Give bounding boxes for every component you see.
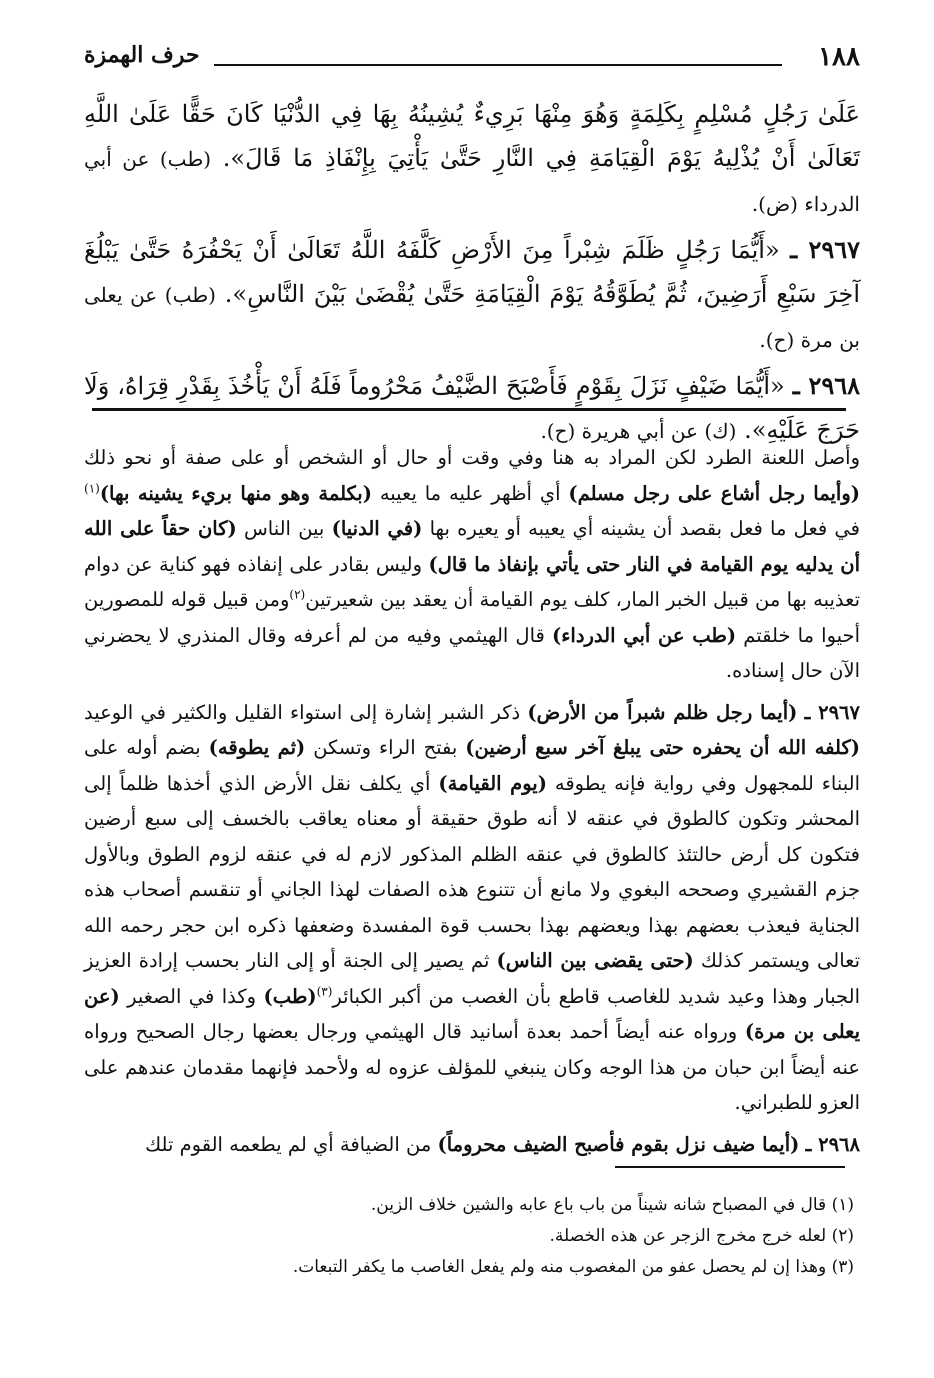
commentary-quote: (بكلمة وهو منها بريء يشينه بها): [99, 481, 372, 505]
commentary-quote: (عن يعلى بن مرة): [84, 984, 860, 1043]
commentary-text: ومن قبيل قوله للمصورين أحيوا ما خلقتم: [84, 588, 860, 647]
chapter-title: حرف الهمزة: [84, 42, 200, 68]
hadith-source: (طب) عن أبي الدرداء (ض).: [84, 147, 860, 216]
commentary-block: [84, 440, 860, 1168]
footnote-2: (٢) لعله خرج مخرج الزجر عن هذه الخصلة.: [549, 1226, 854, 1246]
hadith-2967: [84, 228, 860, 362]
footnote-1: (١) قال في المصباح شانه شيناً من باب باع عابه والشين خلاف الزين.: [370, 1195, 854, 1215]
commentary-quote: (حتى يقضى بين الناس): [496, 949, 694, 972]
header-rule: [214, 64, 782, 66]
commentary-text: أي يكلف نقل الأرض الذي أخذها ظلماً إلى المحشر وتكون كالطوق في عنقه لا أنه طوق حقيقة أو معناه يعاقب بالخسف إلى سبع أرضين فتكون كل أرض حالتئذ كالطوق في عنقه الظلم المذكور لازم له في عنقه لزوم الطوق وبالأول جزم القشيري وصححه البغوي ولا مانع أن تتنوع هذه الصفات لهذا الجاني أو تنقسم أصحاب هذه الجناية فيعذب بعضهم بهذا ويعضهم بهذا بحسب قوة المفسدة وضعفها ذكره ابن حجر رحمه الله تعالى ويستمر كذلك: [84, 771, 860, 972]
commentary-text: قال الهيثمي وفيه من لم أعرفه وقال المنذري لا يحضرني الآن حال إسناده.: [84, 623, 860, 682]
commentary-text: ثم يصير إلى الجنة أو إلى النار بحسب إرادة العزيز الجبار وهذا وعيد شديد للغاصب قاطع بأن الغصب من أكبر الكبائر: [84, 949, 860, 1008]
hadith-source: (ك) عن أبي هريرة (ح).: [540, 419, 737, 443]
commentary-number: ٢٩٦٨ ـ: [805, 1132, 860, 1156]
hadith-source: (طب) عن يعلى بن مرة (ح).: [84, 283, 860, 352]
page-header: [84, 38, 860, 78]
commentary-text: ورواه عنه أيضاً أحمد بعدة أسانيد قال الهيثمي ورجال بعضها رجال الصحيح ورواه عنه أيضاً ابن حبان من هذا الوجه وكان ينبغي للمؤلف عزوه له ولأحمد فإنهما مقدمان عندهم على العزو للطبراني.: [84, 1020, 860, 1114]
page-number: ١٨٨: [818, 42, 860, 72]
commentary-text: بضم أوله على البناء للمجهول وفي رواية فإنه يطوقه: [84, 736, 860, 795]
footnote-ref[interactable]: (٢): [289, 587, 306, 602]
commentary-text: وأصل اللعنة الطرد لكن المراد به هنا وفي وقت أو حال أو الشخص أو على صفة أو نحو ذلك: [84, 446, 860, 469]
commentary-quote: (في الدنيا): [331, 517, 423, 540]
footnote-3: (٣) وهذا إن لم يحصل عفو من المغصوب منه ولم يفعل الغاصب ما يكفر التبعات.: [292, 1257, 854, 1277]
hadith-text: عَلَىٰ رَجُلٍ مُسْلِمٍ بِكَلِمَةٍ وَهُوَ مِنْهَا بَرِيءٌ يُشِينُهُ بِهَا فِي الدُّنْيَا كَانَ حَقًّا عَلَىٰ اللَّهِ تَعَالَىٰ أَنْ يُذْلِيهُ يَوْمَ الْقِيَامَةِ فِي النَّارِ حَتَّىٰ يَأْتِيَ بِإِنْفَاذِ مَا قَالَ».: [84, 100, 860, 172]
commentary-text: بين الناس: [236, 517, 332, 540]
commentary-quote: (يوم القيامة): [438, 771, 547, 795]
footnote-ref[interactable]: (٣): [316, 984, 333, 998]
commentary-paragraph: [84, 695, 860, 1121]
commentary-quote: (وأيما رجل أشاع على رجل مسلم): [568, 481, 860, 505]
hadith-continuation: [84, 92, 860, 226]
commentary-paragraph: [84, 1127, 860, 1163]
commentary-quote: (طب): [263, 984, 317, 1008]
footnotes: [84, 1190, 854, 1283]
commentary-text: ذكر الشبر إشارة إلى استواء القليل والكثير في الوعيد: [84, 700, 528, 724]
commentary-paragraph: [84, 440, 860, 689]
commentary-number: ٢٩٦٧ ـ: [804, 700, 860, 724]
commentary-quote: (طب عن أبي الدرداء): [552, 623, 737, 647]
commentary-text: وكذا في الصغير: [119, 984, 264, 1008]
hadith-text: «أَيُّمَا ضَيْفٍ نَزَلَ بِقَوْمٍ فَأَصْبَحَ الضَّيْفُ مَحْرُوماً فَلَهُ أَنْ يَأْخُذَ بِقَدْرِ قِرَاهُ، وَلَا حَرَجَ عَلَيْهِ».: [84, 372, 860, 444]
footnote-ref[interactable]: (١): [84, 481, 100, 495]
hadith-number: ٢٩٦٧ ـ: [790, 235, 860, 264]
commentary-text: بفتح الراء وتسكن: [305, 736, 466, 759]
hadith-text: «أَيُّمَا رَجُلٍ ظَلَمَ شِبْراً مِنَ الأَرْضِ كَلَّفَهُ اللَّهُ تَعَالَىٰ أَنْ يَحْفُرَهُ حَتَّىٰ يَبْلُغَ آخِرَ سَبْعِ أَرَضِينَ، ثُمَّ يُطَوَّقُهُ يَوْمَ الْقِيَامَةِ حَتَّىٰ يُقْضَىٰ بَيْنَ النَّاسِ».: [84, 236, 861, 308]
commentary-text: وليس بقادر على إنفاذه فهو كناية عن دوام تعذيبه بها من قبيل الخبر المار، كلف يوم القيامة أن يعقد بين شعيرتين: [84, 552, 860, 611]
commentary-text: من الضيافة أي لم يطعمه القوم تلك: [145, 1132, 438, 1156]
commentary-quote: (كان حقاً على الله أن يدليه يوم القيامة في النار حتى يأتي بإنفاذ ما قال): [84, 517, 860, 576]
commentary-text: أي أظهر عليه ما يعيبه: [371, 481, 569, 505]
commentary-quote: (أيما رجل ظلم شبراً من الأرض): [527, 700, 798, 724]
commentary-quote: (كلفه الله أن يحفره حتى يبلغ آخر سبع أرضين): [465, 736, 860, 759]
commentary-quote: (أيما ضيف نزل بقوم فأصبح الضيف محروماً): [437, 1132, 800, 1156]
hadith-block: [84, 92, 860, 455]
section-divider: [92, 408, 846, 411]
footnote-divider: [615, 1166, 845, 1168]
commentary-quote: (ثم يطوقه): [208, 736, 306, 759]
hadith-number: ٢٩٦٨ ـ: [792, 371, 860, 400]
commentary-text: في فعل ما فعل بقصد أن يشينه أي يعيبه أو يعيره بها: [422, 517, 860, 540]
